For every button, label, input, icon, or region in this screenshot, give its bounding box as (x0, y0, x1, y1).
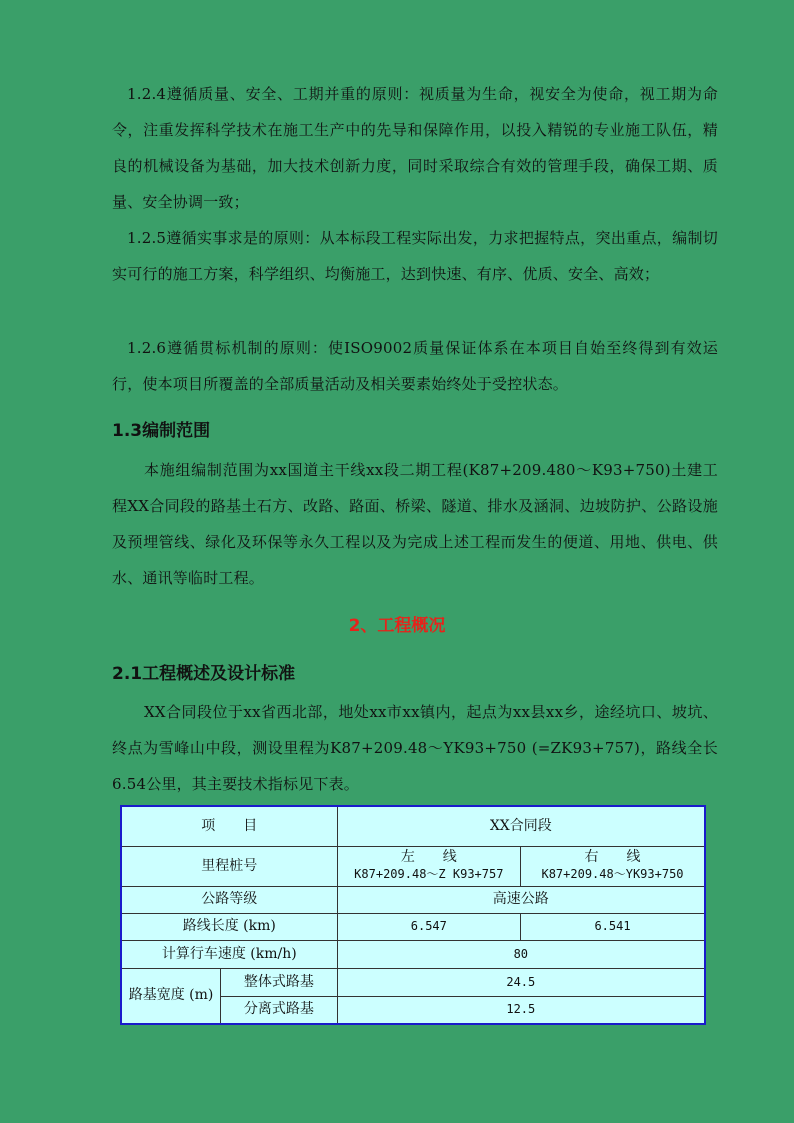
paragraph-1-2-4: 1.2.4遵循质量、安全、工期并重的原则：视质量为生命，视安全为使命，视工期为命令，注重发挥科学技术在施工生产中的先导和保障作用，以投入精锐的专业施工队伍，精良的机械设备为基础，加大技术创新力度，同时采取综合有效的管理手段，确保工期、质量、安全协调一致； (112, 85, 718, 211)
table-row (121, 940, 705, 968)
speed-label-cell: 计算行车速度 (km/h) (121, 940, 337, 968)
right-line-cell (521, 846, 705, 886)
width-whole-value-cell: 24.5 (337, 968, 705, 996)
technical-spec-table (120, 805, 706, 1025)
heading-1-3: 1.3编制范围 (112, 421, 211, 441)
right-line-label: 右 线 (584, 849, 641, 865)
length-right-cell: 6.541 (521, 913, 705, 940)
left-line-cell (337, 846, 520, 886)
speed-value-cell: 80 (337, 940, 705, 968)
mileage-label-cell: 里程桩号 (121, 846, 337, 886)
header-section-cell: XX合同段 (337, 806, 705, 846)
header-item-cell: 项 目 (121, 806, 337, 846)
table-row (121, 913, 705, 940)
grade-label-cell: 公路等级 (121, 886, 337, 913)
paragraph-scope: 本施组编制范围为xx国道主干线xx段二期工程(K87+209.480～K93+750)土建工程XX合同段的路基土石方、改路、路面、桥梁、隧道、排水及涵洞、边坡防护、公路设施及预埋管线、绿化及环保等永久工程以及为完成上述工程而发生的便道、用地、供电、供水、通讯等临时工程。 (112, 461, 718, 587)
right-line-range: K87+209.48～YK93+750 (541, 867, 684, 881)
paragraph-1-2-6: 1.2.6遵循贯标机制的原则：使ISO9002质量保证体系在本项目自始至终得到有效运行，使本项目所覆盖的全部质量活动及相关要素始终处于受控状态。 (112, 339, 718, 393)
heading-2: 2、工程概况 (348, 616, 446, 636)
width-split-label-cell: 分离式路基 (221, 996, 337, 1024)
length-left-cell: 6.547 (337, 913, 520, 940)
left-line-label: 左 线 (400, 849, 457, 865)
width-split-value-cell: 12.5 (337, 996, 705, 1024)
length-label-cell: 路线长度 (km) (121, 913, 337, 940)
table-row (121, 968, 705, 996)
paragraph-overview: XX合同段位于xx省西北部，地处xx市xx镇内，起点为xx县xx乡，途经坑口、坡坑、终点为雪峰山中段，测设里程为K87+209.48～YK93+750 (=ZK93+757)，路线全长6.54公里，其主要技术指标见下表。 (112, 703, 718, 793)
grade-value-cell: 高速公路 (337, 886, 705, 913)
width-label-cell: 路基宽度 (m) (121, 968, 221, 1024)
table-row (121, 806, 705, 846)
table-row (121, 846, 705, 886)
heading-2-1: 2.1工程概述及设计标准 (112, 664, 296, 684)
left-line-range: K87+209.48～Z K93+757 (354, 867, 504, 881)
paragraph-1-2-5: 1.2.5遵循实事求是的原则：从本标段工程实际出发，力求把握特点，突出重点，编制切实可行的施工方案，科学组织、均衡施工，达到快速、有序、优质、安全、高效； (112, 229, 718, 283)
table-row (121, 886, 705, 913)
width-whole-label-cell: 整体式路基 (221, 968, 337, 996)
